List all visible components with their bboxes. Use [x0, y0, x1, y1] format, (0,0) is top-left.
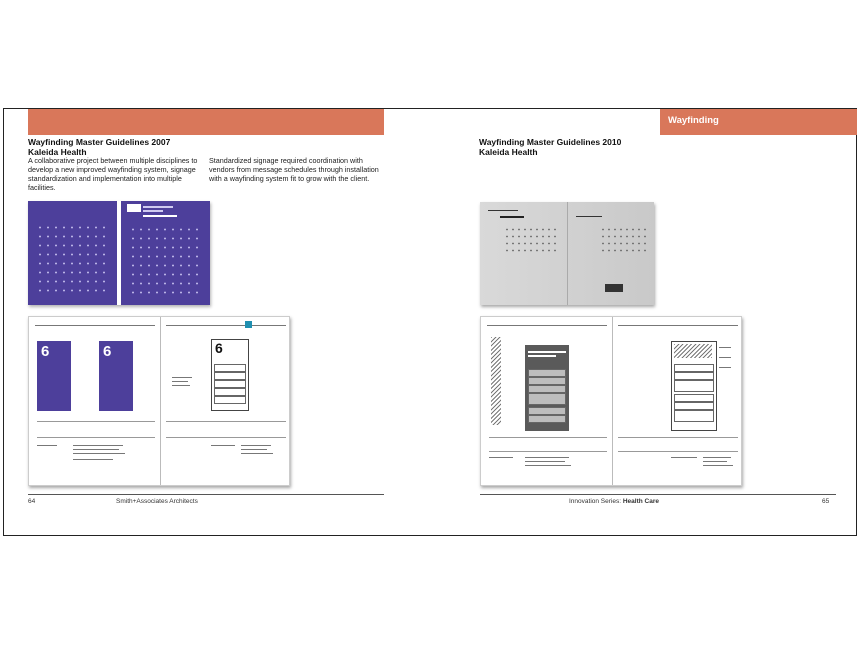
right-footer-series: [569, 498, 659, 505]
right-title: [479, 137, 621, 157]
sign-elevation-drawing-2010: [671, 341, 717, 431]
right-page-number: 65: [822, 498, 830, 505]
guideline-2010-interior-spread: [480, 316, 742, 486]
sign-sample-b: 6: [99, 341, 133, 411]
right-footer-section: Health Care: [622, 498, 659, 505]
wall-section-hatch: [491, 337, 501, 425]
sign-sample-gray: [525, 345, 569, 431]
book-spread: [3, 108, 857, 536]
left-footer-rule: [28, 494, 384, 495]
sign-elevation-drawing: 6: [211, 339, 249, 411]
left-header-band: [28, 109, 384, 135]
left-page-number: 64: [28, 498, 36, 505]
guideline-cover-2010-spread: [480, 202, 654, 305]
right-header-band: [660, 109, 857, 135]
guideline-cover-2007-spread: [28, 201, 210, 305]
left-paragraph-1: A collaborative project between multiple disciplines to develop a new improved wayfinding system, signage standardization and implementation into multiple facilities.: [28, 156, 198, 192]
left-title-line2: Kaleida Health: [28, 147, 87, 157]
right-footer-series-label: Innovation Series:: [569, 498, 623, 505]
section-tab-label: Wayfinding: [668, 115, 719, 126]
guideline-cover-back: [28, 201, 117, 305]
guideline-2007-interior-spread: [28, 316, 290, 486]
right-footer-rule: [480, 494, 836, 495]
sign-sample-a: 6: [37, 341, 71, 411]
guideline-cover-front: [121, 201, 210, 305]
right-title-line2: Kaleida Health: [479, 147, 538, 157]
left-title: [28, 137, 170, 157]
logo-mark-icon: [245, 321, 252, 328]
right-title-line1: Wayfinding Master Guidelines 2010: [479, 137, 622, 147]
left-title-line1: Wayfinding Master Guidelines 2007: [28, 137, 171, 147]
left-footer-text: Smith+Associates Architects: [116, 498, 198, 505]
left-paragraph-2: Standardized signage required coordination with vendors from message schedules through installation with a wayfinding system fit to grow with the client.: [209, 156, 379, 183]
